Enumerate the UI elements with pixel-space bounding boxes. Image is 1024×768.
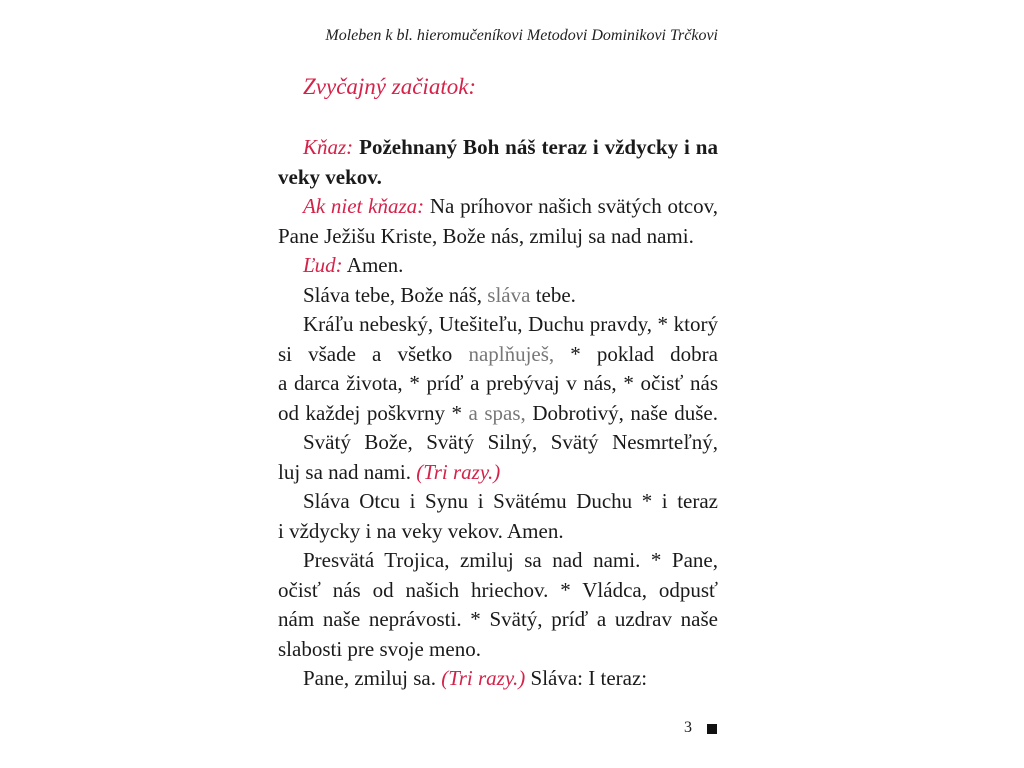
text-line <box>278 635 718 665</box>
text-segment: Presvätá Trojica, zmiluj sa nad nami. * Pane, <box>303 548 718 572</box>
end-square-mark <box>707 724 717 734</box>
text-segment: a spas, <box>468 400 526 425</box>
rubric-text: (Tri razy.) <box>441 666 526 690</box>
text-segment: si všade a všetko <box>278 341 469 366</box>
text-line <box>278 222 718 252</box>
text-segment: a darca života, * príď a prebývaj v nás, * očisť nás <box>278 371 718 395</box>
text-segment: očisť nás od našich hriechov. * Vládca, odpusť <box>278 577 718 602</box>
text-segment: slabosti pre svoje meno. <box>278 636 481 661</box>
text-segment: Amen. <box>342 253 404 277</box>
text-line <box>278 192 718 222</box>
text-segment: Pane Ježišu Kriste, Bože nás, zmiluj sa nad nami. <box>278 223 694 248</box>
text-line <box>278 281 718 311</box>
text-segment: sláva <box>487 282 531 307</box>
text-line <box>278 664 718 694</box>
rubric-text: (Tri razy.) <box>416 459 501 484</box>
body-text <box>278 133 718 694</box>
text-segment: Dobrotivý, naše duše. <box>525 400 718 425</box>
text-line <box>278 428 718 458</box>
text-segment: tebe. <box>530 282 576 307</box>
rubric-text: Kňaz: <box>303 135 354 159</box>
text-line <box>278 399 718 429</box>
text-segment: i vždycky i na veky vekov. Amen. <box>278 518 564 543</box>
rubric-text: Ľud: <box>303 253 343 277</box>
text-line <box>278 458 718 488</box>
text-segment: Na príhovor našich svätých otcov, <box>424 194 718 218</box>
text-line <box>278 605 718 635</box>
text-segment: Pane, zmiluj sa. <box>303 666 442 690</box>
text-segment: veky vekov. <box>278 164 382 189</box>
text-segment: nám naše neprávosti. * Svätý, príď a uzdrav naše <box>278 607 718 631</box>
text-segment: Svätý Bože, Svätý Silný, Svätý Nesmrteľný, <box>303 430 718 454</box>
text-line <box>278 546 718 576</box>
running-head: Moleben k bl. hieromučeníkovi Metodovi Dominikovi Trčkovi <box>325 27 718 44</box>
text-segment: Požehnaný Boh náš teraz i vždycky i na <box>353 135 718 159</box>
rubric-text: Ak niet kňaza: <box>303 194 425 218</box>
text-segment: * poklad dobra <box>554 341 718 366</box>
text-segment: luj sa nad nami. <box>278 459 417 484</box>
text-line <box>278 576 718 606</box>
text-segment: Sláva Otcu i Synu i Svätému Duchu * i teraz <box>303 489 718 513</box>
text-line <box>278 163 718 193</box>
text-segment: Kráľu nebeský, Utešiteľu, Duchu pravdy, * ktorý <box>303 312 718 336</box>
text-line <box>278 369 718 399</box>
text-line <box>278 133 718 163</box>
text-line <box>278 310 718 340</box>
text-segment: Sláva tebe, Bože náš, <box>303 282 488 307</box>
text-line <box>278 517 718 547</box>
page-number: 3 <box>684 719 692 736</box>
text-line <box>278 251 718 281</box>
text-line <box>278 340 718 370</box>
text-segment: naplňuješ, <box>468 341 555 366</box>
section-title: Zvyčajný začiatok: <box>303 74 477 99</box>
text-segment: Sláva: I teraz: <box>525 666 648 690</box>
text-segment: od každej poškvrny * <box>278 400 469 425</box>
text-line <box>278 487 718 517</box>
